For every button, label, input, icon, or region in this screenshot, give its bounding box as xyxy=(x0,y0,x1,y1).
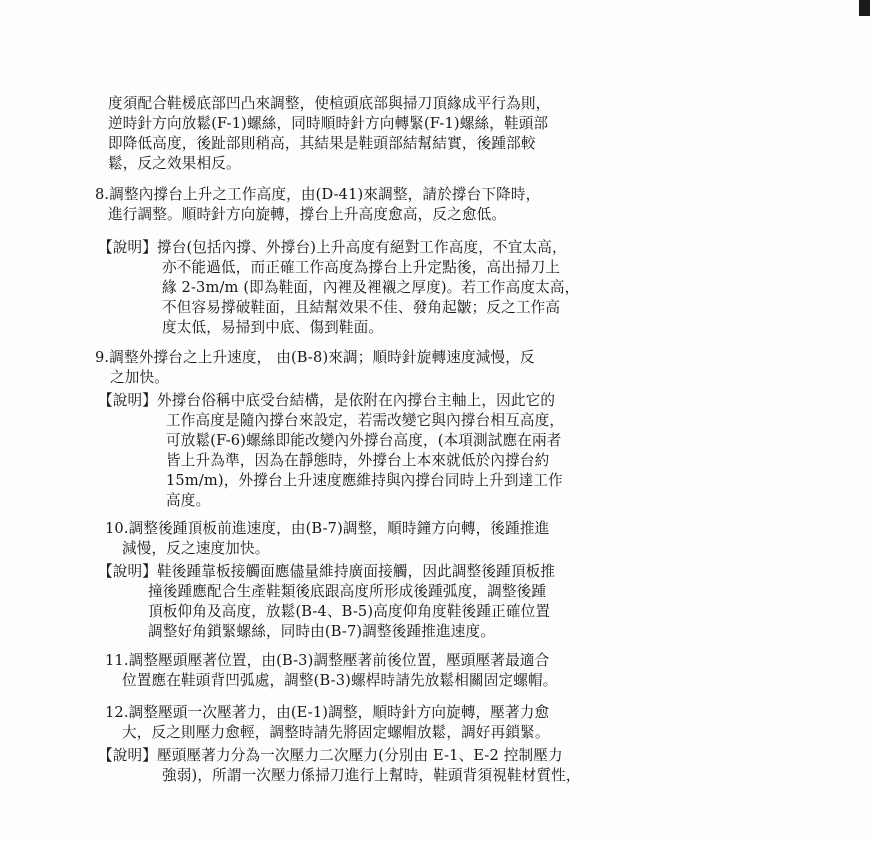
note-9-line-2: 工作高度是隨內撐台來設定，若需改變它與內撐台相互高度， xyxy=(166,412,565,429)
note-10-line-1: 【說明】鞋後踵靠板接觸面應儘量維持廣面接觸，因此調整後踵頂板推 xyxy=(98,563,556,580)
note-8-line-5: 度太低，易掃到中底、傷到鞋面。 xyxy=(162,319,384,336)
note-8-line-1: 【說明】撐台(包括內撐、外撐台)上升高度有絕對工作高度，不宜太高， xyxy=(98,239,567,256)
note-12-line-2: 強弱)，所謂一次壓力係掃刀進行上幫時，鞋頭背須視鞋材質性， xyxy=(162,767,581,784)
note-12-line-1: 【說明】壓頭壓著力分為一次壓力二次壓力(分別由 E-1、E-2 控制壓力 xyxy=(98,747,563,764)
item-12-line-2: 大，反之則壓力愈輕，調整時請先將固定螺帽放鬆，調好再鎖緊。 xyxy=(122,724,550,741)
intro-line-2: 逆時針方向放鬆(F-1)螺絲，同時順時針方向轉緊(F-1)螺絲，鞋頭部 xyxy=(108,115,549,132)
item-10-line-2: 減慢，反之速度加快。 xyxy=(122,540,270,557)
note-9-line-4: 皆上升為準，因為在靜態時，外撐台上本來就低於內撐台約 xyxy=(166,452,550,469)
note-9-line-6: 高度。 xyxy=(166,492,211,509)
note-9-line-1: 【說明】外撐台俗稱中底受台結構，是依附在內撐台主軸上，因此它的 xyxy=(98,392,556,409)
scan-edge-mark xyxy=(859,0,870,16)
item-8-line-2: 進行調整。順時針方向旋轉，撐台上升高度愈高，反之愈低。 xyxy=(108,206,507,223)
item-9-line-2: 之加快。 xyxy=(110,369,169,386)
note-8-line-4: 不但容易撐破鞋面，且結幫效果不佳、發角起皺；反之工作高 xyxy=(162,299,561,316)
item-11-line-2: 位置應在鞋頭背凹弧處，調整(B-3)螺桿時請先放鬆相關固定螺帽。 xyxy=(122,672,558,689)
item-9-line-1: 9.調整外撐台之上升速度， 由(B-8)來調；順時針旋轉速度減慢，反 xyxy=(95,349,535,366)
item-8-line-1: 8.調整內撐台上升之工作高度，由(D-41)來調整，請於撐台下降時， xyxy=(95,186,541,203)
item-12-line-1: 12.調整壓頭一次壓著力，由(E-1)調整，順時針方向旋轉，壓著力愈 xyxy=(105,704,550,721)
note-10-line-2: 撞後踵應配合生產鞋類後底跟高度所形成後踵弧度，調整後踵 xyxy=(148,583,547,600)
note-9-line-5: 15m/m)，外撐台上升速度應維持與內撐台同時上升到達工作 xyxy=(166,472,563,489)
note-10-line-4: 調整好角鎖緊螺絲，同時由(B-7)調整後踵推進速度。 xyxy=(148,623,495,640)
note-8-line-2: 亦不能過低，而正確工作高度為撐台上升定點後，高出掃刀上 xyxy=(162,259,561,276)
note-10-line-3: 頂板仰角及高度，放鬆(B-4、B-5)高度仰角度鞋後踵正確位置 xyxy=(148,603,551,620)
intro-line-4: 鬆，反之效果相反。 xyxy=(108,155,241,172)
note-8-line-3: 緣 2-3m/m (即為鞋面，內裡及裡襯之厚度)。若工作高度太高， xyxy=(162,279,580,296)
note-9-line-3: 可放鬆(F-6)螺絲即能改變內外撐台高度，(本項測試應在兩者 xyxy=(166,432,562,449)
item-10-line-1: 10.調整後踵頂板前進速度，由(B-7)調整，順時鐘方向轉，後踵推進 xyxy=(105,520,550,537)
intro-line-1: 度須配合鞋楥底部凹凸來調整，使楦頭底部與掃刀頂緣成平行為則， xyxy=(108,95,551,112)
intro-line-3: 即降低高度，後趾部則稍高，其結果是鞋頭部結幫結實，後踵部較 xyxy=(108,135,536,152)
item-11-line-1: 11.調整壓頭壓著位置，由(B-3)調整壓著前後位置，壓頭壓著最適合 xyxy=(105,652,550,669)
